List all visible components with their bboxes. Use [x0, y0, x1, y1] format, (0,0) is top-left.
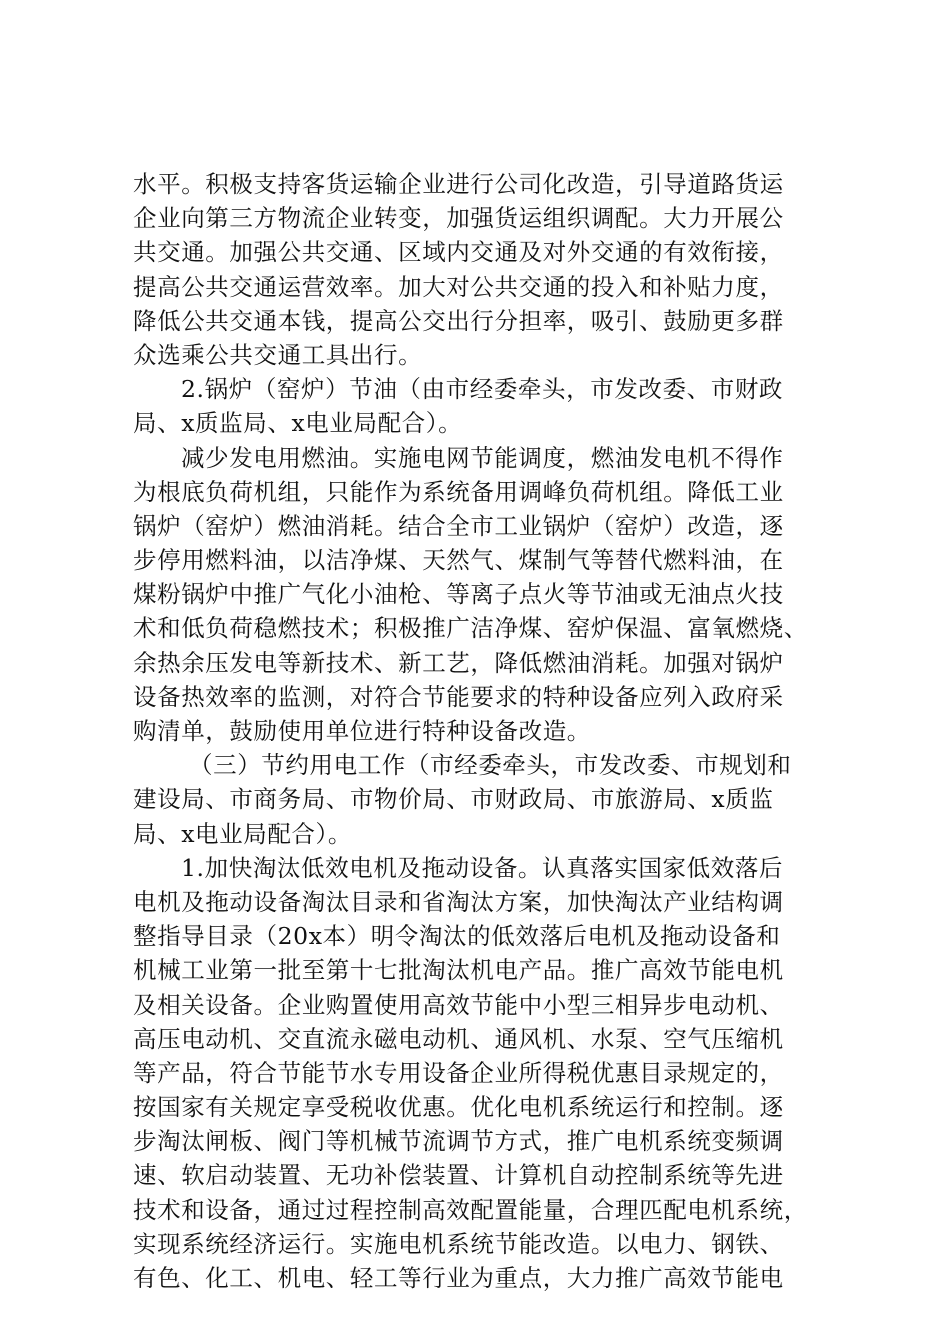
text-line: 设备热效率的监测，对符合节能要求的特种设备应列入政府采	[133, 682, 784, 711]
section-heading-line: 1.加快淘汰低效电机及拖动设备。认真落实国家低效落后	[181, 853, 784, 882]
text-line: 电机及拖动设备淘汰目录和省淘汰方案，加快淘汰产业结构调	[133, 887, 784, 916]
text-line: 技术和设备，通过过程控制高效配置能量，合理匹配电机系统，	[133, 1195, 808, 1224]
text-line: 速、软启动装置、无功补偿装置、计算机自动控制系统等先进	[133, 1161, 784, 1190]
text-line: 步停用燃料油，以洁净煤、天然气、煤制气等替代燃料油，在	[133, 546, 784, 575]
text-line: 购清单，鼓励使用单位进行特种设备改造。	[133, 717, 591, 745]
section-heading-line: （三）节约用电工作（市经委牵头，市发改委、市规划和	[189, 751, 792, 780]
text-line: 局、x质监局、x电业局配合）。	[133, 409, 463, 438]
text-line: 步淘汰闸板、阀门等机械节流调节方式，推广电机系统变频调	[133, 1127, 784, 1156]
text-line: 提高公共交通运营效率。加大对公共交通的投入和补贴力度，	[133, 272, 784, 301]
text-line: 建设局、市商务局、市物价局、市财政局、市旅游局、x质监	[133, 785, 774, 814]
text-line: 实现系统经济运行。实施电机系统节能改造。以电力、钢铁、	[133, 1229, 784, 1258]
text-line: 众选乘公共交通工具出行。	[133, 340, 423, 369]
text-line: 局、x电业局配合）。	[133, 819, 353, 848]
text-line: 煤粉锅炉中推广气化小油枪、等离子点火等节油或无油点火技	[133, 580, 784, 609]
document-body	[133, 167, 853, 1295]
paragraph-start-line: 减少发电用燃油。实施电网节能调度，燃油发电机不得作	[181, 443, 784, 472]
text-line: 按国家有关规定享受税收优惠。优化电机系统运行和控制。逐	[133, 1093, 784, 1122]
text-line: 余热余压发电等新技术、新工艺，降低燃油消耗。加强对锅炉	[133, 648, 784, 677]
text-line: 术和低负荷稳燃技术；积极推广洁净煤、窑炉保温、富氧燃烧、	[133, 614, 808, 643]
text-line: 企业向第三方物流企业转变，加强货运组织调配。大力开展公	[133, 204, 784, 233]
text-line: 有色、化工、机电、轻工等行业为重点，大力推广高效节能电	[133, 1264, 784, 1292]
text-line: 锅炉（窑炉）燃油消耗。结合全市工业锅炉（窑炉）改造，逐	[133, 511, 784, 540]
text-line: 等产品，符合节能节水专用设备企业所得税优惠目录规定的，	[133, 1058, 784, 1087]
text-line: 机械工业第一批至第十七批淘汰机电产品。推广高效节能电机	[133, 956, 784, 985]
text-line: 及相关设备。企业购置使用高效节能中小型三相异步电动机、	[133, 990, 784, 1019]
text-line: 共交通。加强公共交通、区域内交通及对外交通的有效衔接，	[133, 238, 784, 267]
text-line: 整指导目录（20x本）明令淘汰的低效落后电机及拖动设备和	[133, 922, 781, 951]
text-line: 为根底负荷机组，只能作为系统备用调峰负荷机组。降低工业	[133, 477, 784, 506]
section-heading-line: 2.锅炉（窑炉）节油（由市经委牵头，市发改委、市财政	[181, 375, 784, 404]
text-line: 高压电动机、交直流永磁电动机、通风机、水泵、空气压缩机	[133, 1024, 784, 1053]
text-line: 水平。积极支持客货运输企业进行公司化改造，引导道路货运	[133, 170, 784, 198]
text-line: 降低公共交通本钱，提高公交出行分担率，吸引、鼓励更多群	[133, 306, 784, 335]
